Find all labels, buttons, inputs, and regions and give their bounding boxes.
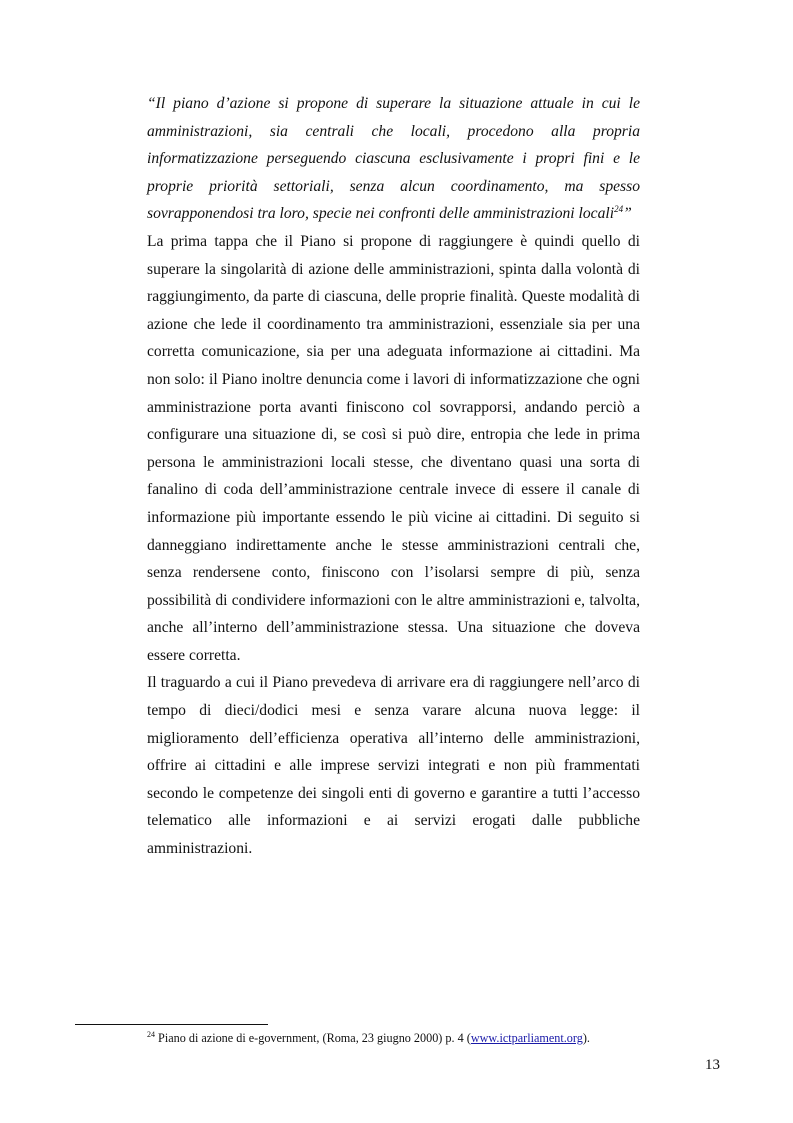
footnote-text: Piano di azione di e-government, (Roma, 23 giugno 2000) p. 4 ( (155, 1031, 471, 1045)
footnote-reference[interactable]: 24 (614, 204, 624, 215)
body-text (147, 90, 640, 863)
quote-closing-mark: ” (623, 205, 632, 223)
footnote-suffix: ). (582, 1031, 590, 1045)
quote-text: “Il piano d’azione si propone di superare la situazione attuale in cui le amministrazioni, sia centrali che locali, procedono alla propria informatizzazione perseguendo ciascuna esclusivamente i propri fini e le proprie priorità settoriali, senza alcun coordinamento, ma spesso sovrapponendosi tra loro, specie nei confronti delle amministrazioni locali (147, 95, 640, 223)
paragraph-2: Il traguardo a cui il Piano prevedeva di arrivare era di raggiungere nell’arco di tempo di dieci/dodici mesi e senza varare alcuna nuova legge: il miglioramento dell’efficienza operativa all’interno delle amministrazioni, offrire ai cittadini e alle imprese servizi integrati e non più frammentati secondo le competenze dei singoli enti di governo e garantire a tutti l’accesso telematico alle informazioni e ai servizi erogati dalle pubbliche amministrazioni. (147, 674, 640, 858)
footnote-link[interactable]: www.ictparliament.org (470, 1031, 583, 1045)
page-number: 13 (705, 1057, 720, 1073)
paragraph-1: La prima tappa che il Piano si propone di raggiungere è quindi quello di superare la singolarità di azione delle amministrazioni, spinta dalla volontà di raggiungimento, da parte di ciascuna, delle proprie finalità. Queste modalità di azione che lede il coordinamento tra amministrazioni, essenziale sia per una corretta comunicazione, sia per una adeguata informazione ai cittadini. Ma non solo: il Piano inoltre denuncia come i lavori di informatizzazione che ogni amministrazione porta avanti finiscono col sovrapporsi, andando perciò a configurare una situazione di, se così si può dire, entropia che lede in prima persona le amministrazioni locali stesse, che diventano quasi una sorta di fanalino di coda dell’amministrazione centrale invece di essere il canale di informazione più importante essendo le più vicine ai cittadini. Di seguito si danneggiano indirettamente anche le stesse amministrazioni centrali che, senza rendersene conto, finiscono con l’isolarsi sempre di più, senza possibilità di condividere informazioni con le altre amministrazioni e, talvolta, anche all’interno dell’amministrazione stessa. Una situazione che doveva essere corretta. (147, 232, 640, 664)
quote-paragraph (147, 90, 640, 228)
footnote (147, 1030, 667, 1046)
footnote-separator (75, 1024, 268, 1025)
footnote-number: 24 (147, 1029, 155, 1039)
